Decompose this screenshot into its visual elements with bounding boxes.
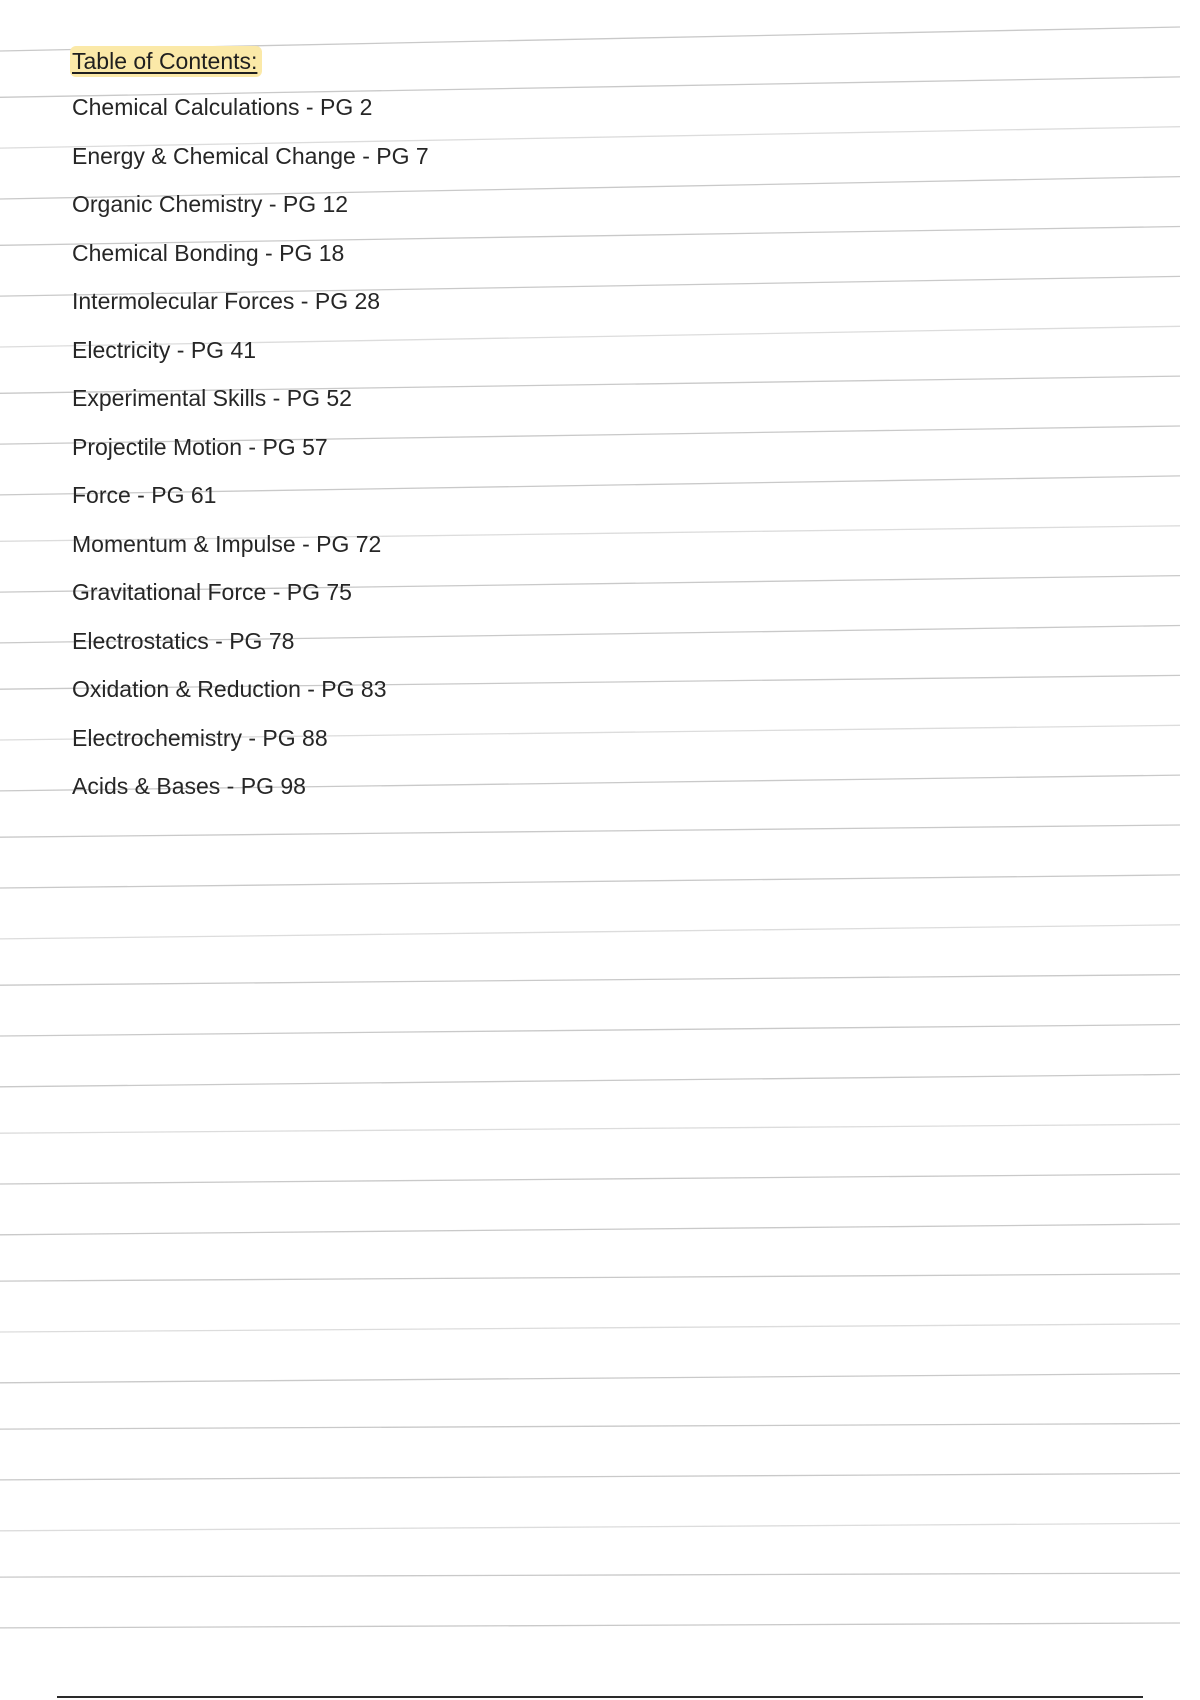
ruled-line [0, 1623, 1180, 1628]
ruled-line [0, 1224, 1180, 1235]
toc-entry: Intermolecular Forces - PG 28 [72, 288, 381, 314]
toc-entry: Organic Chemistry - PG 12 [72, 191, 349, 217]
ruled-line [0, 875, 1180, 888]
ruled-line [0, 1424, 1180, 1430]
toc-entry: Electricity - PG 41 [72, 336, 257, 363]
ruled-line [0, 1025, 1180, 1037]
page-bottom-border [57, 1696, 1143, 1698]
toc-entry: Oxidation & Reduction - PG 83 [72, 676, 387, 702]
ruled-line [0, 1523, 1180, 1531]
ruled-line [0, 1573, 1180, 1577]
toc-entry: Energy & Chemical Change - PG 7 [72, 142, 429, 169]
toc-title: Table of Contents: [70, 46, 262, 77]
ruled-line [0, 1174, 1180, 1184]
ruled-line [0, 1274, 1180, 1281]
toc-entry: Projectile Motion - PG 57 [72, 433, 328, 460]
ruled-line [0, 1074, 1180, 1086]
ruled-line [0, 1374, 1180, 1383]
toc-entry: Acids & Bases - PG 98 [72, 773, 306, 799]
ruled-line [0, 1473, 1180, 1480]
ruled-line [0, 1124, 1180, 1133]
toc-entry: Chemical Calculations - PG 2 [72, 94, 373, 120]
toc-entry: Chemical Bonding - PG 18 [72, 239, 345, 266]
toc-entry: Gravitational Force - PG 75 [72, 579, 352, 605]
ruled-line [0, 925, 1180, 939]
toc-entry: Electrochemistry - PG 88 [72, 724, 328, 751]
ruled-line [0, 825, 1180, 837]
toc-entry: Force - PG 61 [72, 482, 217, 508]
toc-list [72, 94, 429, 822]
toc-entry: Experimental Skills - PG 52 [72, 385, 352, 411]
ruled-line [0, 1324, 1180, 1332]
table-of-contents [72, 46, 429, 822]
ruled-line [0, 975, 1180, 986]
toc-entry: Electrostatics - PG 78 [72, 627, 295, 654]
toc-entry: Momentum & Impulse - PG 72 [72, 530, 382, 557]
